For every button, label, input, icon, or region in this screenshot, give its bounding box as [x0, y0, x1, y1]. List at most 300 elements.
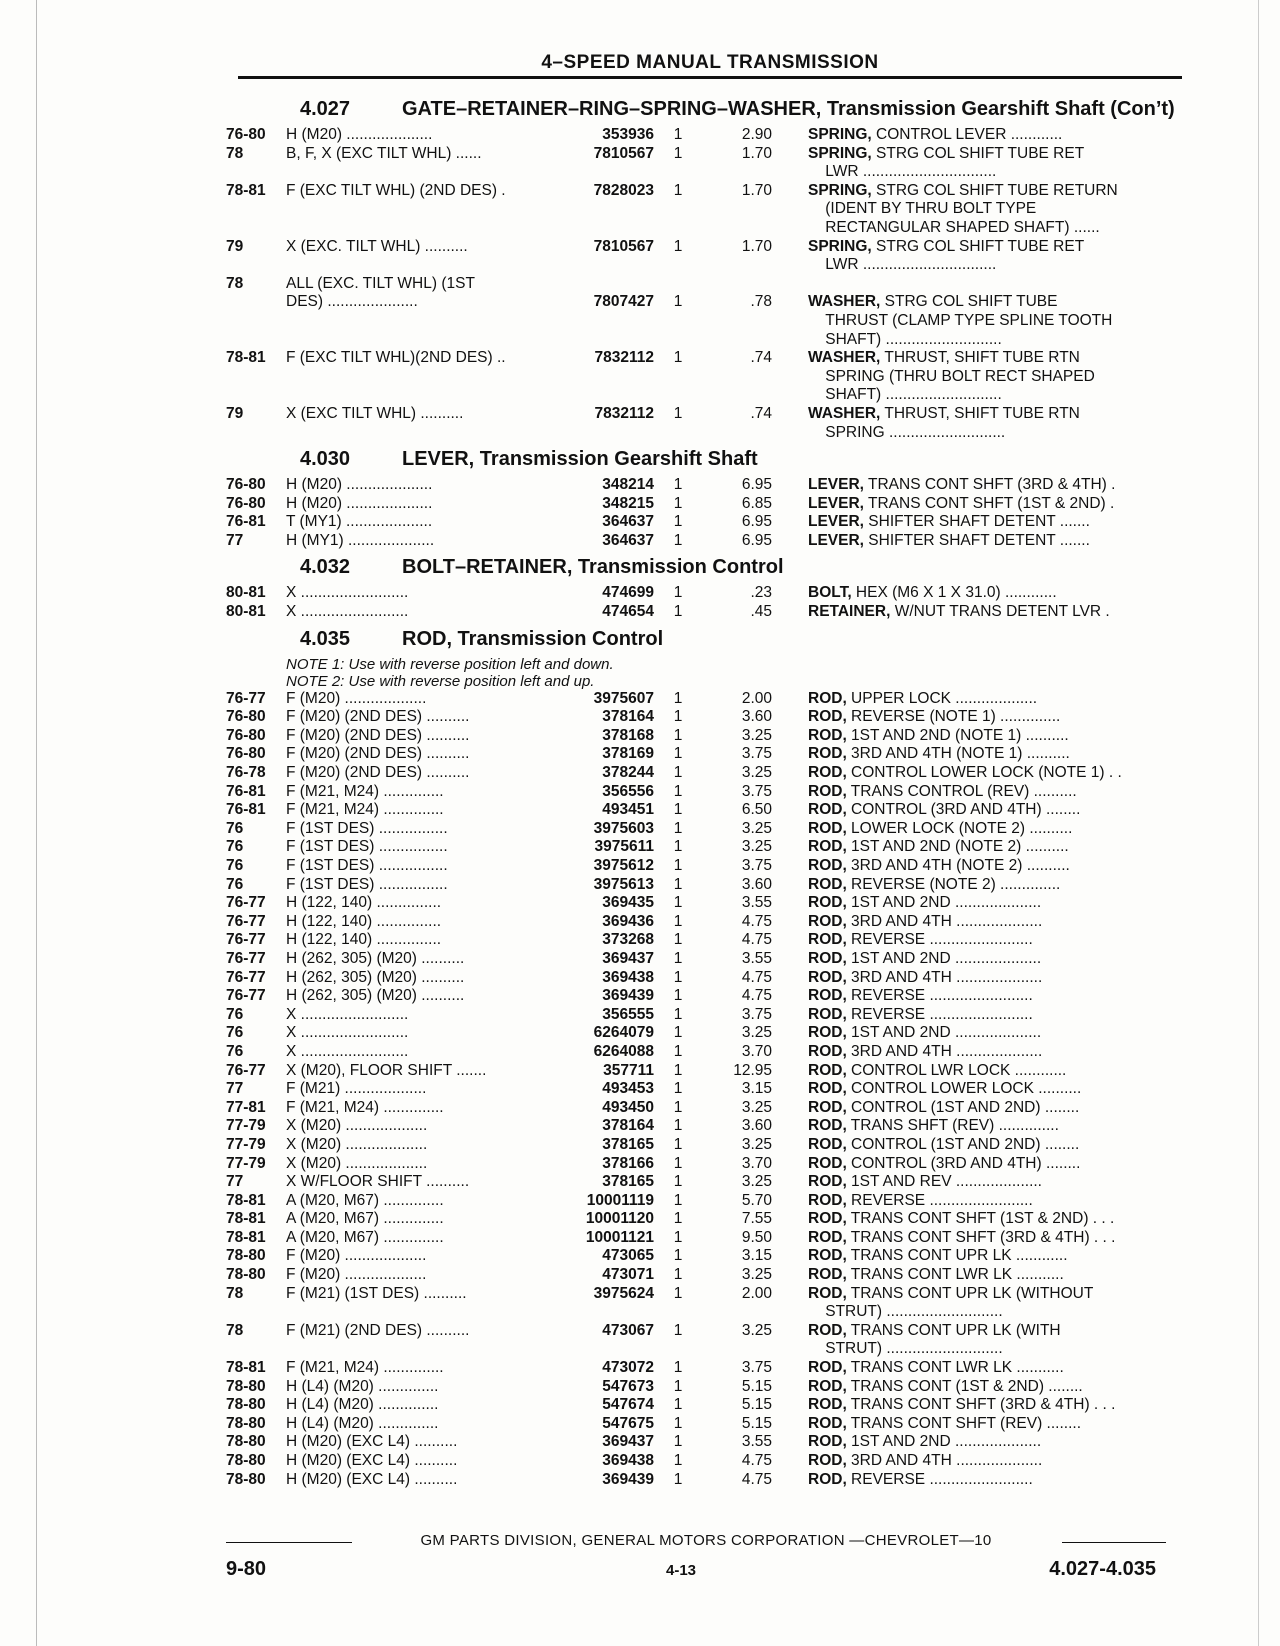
part-number: 7807427	[593, 293, 654, 311]
part-number: 473072	[602, 1359, 654, 1377]
part-row	[226, 145, 1186, 182]
part-row	[226, 532, 1186, 551]
parts-listing	[226, 92, 1186, 1489]
section-title: BOLT–RETAINER, Transmission Control	[402, 556, 784, 579]
description-noun: ROD,	[808, 819, 847, 837]
description-text: SHIFTER SHAFT DETENT .......	[863, 531, 1090, 549]
application: F (M21) ...................	[286, 1080, 427, 1098]
price: 6.95	[741, 531, 772, 549]
part-row	[226, 1006, 1186, 1025]
application: X (M20), FLOOR SHIFT .......	[286, 1061, 487, 1079]
description	[772, 1117, 1186, 1136]
price: 3.75	[741, 1005, 772, 1023]
price: .78	[750, 293, 772, 311]
part-number: 547673	[602, 1377, 654, 1395]
quantity: 1	[673, 782, 683, 800]
part-number: 348215	[602, 494, 654, 512]
application: F (M20) (2ND DES) ..........	[286, 764, 470, 782]
description-text: CONTROL LOWER LOCK (NOTE 1) . .	[846, 764, 1122, 782]
application: H (M20) (EXC L4) ..........	[286, 1470, 458, 1488]
price: 1.70	[741, 237, 772, 255]
quantity: 1	[673, 949, 683, 967]
part-row	[226, 1210, 1186, 1229]
part-number: 369439	[602, 987, 654, 1005]
description	[772, 1266, 1186, 1285]
model-years: 77-79	[226, 1117, 266, 1135]
part-number: 356555	[602, 1005, 654, 1023]
model-years: 76-81	[226, 782, 266, 800]
description-text: STRG COL SHIFT TUBE RET LWR ...............................	[825, 237, 1085, 274]
footer-date: 9-80	[226, 1558, 267, 1580]
description-noun: WASHER,	[808, 404, 881, 422]
price: 9.50	[741, 1228, 772, 1246]
part-number: 7828023	[593, 181, 654, 199]
description	[772, 275, 1186, 294]
price: 4.75	[741, 931, 772, 949]
part-row	[226, 876, 1186, 895]
quantity: 1	[673, 1154, 683, 1172]
part-number: 378165	[602, 1135, 654, 1153]
quantity: 1	[673, 819, 683, 837]
quantity: 1	[673, 1117, 683, 1135]
description-text: CONTROL (3RD AND 4TH) ........	[846, 801, 1081, 819]
part-row	[226, 745, 1186, 764]
part-number: 3975611	[594, 838, 654, 856]
section-heading	[226, 628, 1186, 650]
part-number: 373268	[602, 931, 654, 949]
price: 3.25	[741, 819, 772, 837]
description	[772, 1229, 1186, 1248]
description-text: STRG COL SHIFT TUBE THRUST (CLAMP TYPE SPLINE TOOTH SHAFT) ...........................	[825, 293, 1113, 348]
quantity: 1	[673, 1005, 683, 1023]
description-text: TRANS CONT LWR LK ...........	[846, 1359, 1064, 1377]
part-number: 3975607	[593, 689, 654, 707]
application: F (M20) (2ND DES) ..........	[286, 745, 470, 763]
description-text: TRANS CONT UPR LK ............	[846, 1247, 1068, 1265]
application: F (M21) (2ND DES) ..........	[286, 1321, 470, 1339]
description	[772, 1359, 1186, 1378]
price: 6.95	[741, 476, 772, 494]
quantity: 1	[673, 1414, 683, 1432]
quantity: 1	[673, 745, 683, 763]
description-noun: ROD,	[808, 689, 847, 707]
description-noun: LEVER,	[808, 476, 864, 494]
part-row	[226, 820, 1186, 839]
description-text: TRANS CONT SHFT (3RD & 4TH) .	[863, 476, 1116, 494]
description	[772, 1471, 1186, 1490]
part-row	[226, 857, 1186, 876]
model-years: 78-80	[226, 1377, 266, 1395]
part-row	[226, 1192, 1186, 1211]
quantity: 1	[673, 237, 683, 255]
description-text: 1ST AND 2ND ....................	[846, 1433, 1042, 1451]
model-years: 77	[226, 1173, 244, 1191]
description-noun: WASHER,	[808, 293, 881, 311]
description-text: 1ST AND 2ND (NOTE 2) ..........	[846, 838, 1069, 856]
price: 6.85	[741, 494, 772, 512]
price: 4.75	[741, 1452, 772, 1469]
model-years: 78-80	[226, 1266, 266, 1284]
model-years: 78-81	[226, 1210, 266, 1228]
model-years: 76-80	[226, 745, 266, 763]
price: 3.15	[741, 1247, 772, 1265]
description-text: TRANS CONT UPR LK (WITH STRUT) ...........................	[825, 1321, 1061, 1358]
section-title: LEVER, Transmission Gearshift Shaft	[402, 448, 758, 471]
application: F (M20) ...................	[286, 1266, 427, 1284]
description	[772, 745, 1186, 764]
application: F (1ST DES) ................	[286, 875, 448, 893]
part-number: 378169	[602, 745, 654, 763]
part-row	[226, 1247, 1186, 1266]
part-number: 6264079	[593, 1024, 654, 1042]
description-noun: ROD,	[808, 1452, 847, 1469]
section-number: 4.030	[300, 448, 351, 471]
application: X (EXC. TILT WHL) ..........	[286, 237, 468, 255]
part-row	[226, 1378, 1186, 1397]
application: H (M20) ....................	[286, 494, 433, 512]
description-noun: SPRING,	[808, 181, 872, 199]
description-text: REVERSE ........................	[846, 1005, 1033, 1023]
description-text: SHIFTER SHAFT DETENT .......	[863, 513, 1090, 531]
quantity: 1	[673, 1024, 683, 1042]
description-text: 1ST AND 2ND ....................	[846, 894, 1042, 912]
model-years: 76-80	[226, 476, 266, 494]
quantity: 1	[673, 1359, 683, 1377]
description-text: TRANS CONT LWR LK ...........	[846, 1266, 1064, 1284]
part-row	[226, 126, 1186, 145]
application: H (L4) (M20) ..............	[286, 1414, 439, 1432]
price: 4.75	[741, 987, 772, 1005]
price: 2.90	[741, 126, 772, 143]
description-text: LOWER LOCK (NOTE 2) ..........	[846, 819, 1073, 837]
description	[772, 1415, 1186, 1434]
part-row	[226, 1099, 1186, 1118]
description-text: STRG COL SHIFT TUBE RETURN (IDENT BY THRU BOLT TYPE RECTANGULAR SHAPED SHAFT) ......	[825, 181, 1118, 236]
model-years: 76-80	[226, 494, 266, 512]
description	[772, 476, 1186, 495]
part-row	[226, 349, 1186, 405]
description	[772, 783, 1186, 802]
description-text: TRANS CONTROL (REV) ..........	[846, 782, 1077, 800]
model-years: 78-80	[226, 1247, 266, 1265]
price: 5.15	[741, 1377, 772, 1395]
part-row	[226, 931, 1186, 950]
quantity: 1	[673, 987, 683, 1005]
application: DES) .....................	[286, 293, 418, 311]
application: H (MY1) ....................	[286, 531, 435, 549]
price: 3.55	[741, 949, 772, 967]
description	[772, 532, 1186, 551]
description	[772, 145, 1186, 182]
model-years: 77-81	[226, 1098, 266, 1116]
description-noun: SPRING,	[808, 126, 872, 143]
part-number: 356556	[602, 782, 654, 800]
model-years: 76-81	[226, 801, 266, 819]
part-number: 378164	[602, 708, 654, 726]
quantity: 1	[673, 1061, 683, 1079]
description-noun: ROD,	[808, 1228, 847, 1246]
description	[772, 1062, 1186, 1081]
part-row	[226, 727, 1186, 746]
quantity: 1	[673, 181, 683, 199]
application: X .........................	[286, 1005, 409, 1023]
part-number: 378165	[602, 1173, 654, 1191]
description-noun: ROD,	[808, 1470, 847, 1488]
description	[772, 931, 1186, 950]
part-row	[226, 950, 1186, 969]
footer-section-range: 4.027-4.035	[1049, 1558, 1156, 1580]
quantity: 1	[673, 1396, 683, 1414]
description	[772, 126, 1186, 145]
scan-edge-right	[1258, 0, 1259, 1646]
application: A (M20, M67) ..............	[286, 1210, 444, 1228]
description	[772, 1378, 1186, 1397]
part-number: 493451	[602, 801, 654, 819]
application: A (M20, M67) ..............	[286, 1228, 444, 1246]
application: F (M20) (2ND DES) ..........	[286, 726, 470, 744]
model-years: 78-80	[226, 1452, 266, 1469]
section-note: NOTE 2: Use with reverse position left and up.	[286, 672, 595, 690]
description	[772, 801, 1186, 820]
quantity: 1	[673, 1228, 683, 1246]
scan-edge-left	[36, 0, 37, 1646]
part-number: 10001121	[585, 1228, 654, 1246]
description-noun: BOLT,	[808, 584, 852, 602]
part-row	[226, 476, 1186, 495]
model-years: 76-77	[226, 968, 266, 986]
section-number: 4.035	[300, 627, 351, 650]
model-years: 78-81	[226, 1359, 266, 1377]
description-text: W/NUT TRANS DETENT LVR .	[890, 603, 1110, 621]
application: H (122, 140) ...............	[286, 912, 442, 930]
price: 6.50	[741, 801, 772, 819]
part-row	[226, 603, 1186, 622]
quantity: 1	[673, 1080, 683, 1098]
model-years: 78-81	[226, 1228, 266, 1246]
description-noun: ROD,	[808, 1173, 847, 1191]
price: 12.95	[733, 1061, 772, 1079]
quantity: 1	[673, 494, 683, 512]
model-years: 78	[226, 1321, 244, 1339]
application: X (M20) ...................	[286, 1135, 428, 1153]
part-row	[226, 764, 1186, 783]
description-text: 3RD AND 4TH (NOTE 2) ..........	[846, 857, 1070, 874]
model-years: 76-77	[226, 689, 266, 707]
section-heading	[226, 448, 1186, 470]
quantity: 1	[673, 1284, 683, 1302]
model-years: 76-77	[226, 931, 266, 949]
application: B, F, X (EXC TILT WHL) ......	[286, 144, 482, 162]
application: X (EXC TILT WHL) ..........	[286, 404, 464, 422]
description-text: TRANS CONT SHFT (REV) ........	[846, 1414, 1081, 1432]
description-noun: ROD,	[808, 894, 847, 912]
page-header-title: 4–SPEED MANUAL TRANSMISSION	[541, 52, 879, 73]
description	[772, 913, 1186, 932]
description	[772, 1136, 1186, 1155]
page-footer	[226, 1532, 1166, 1592]
description	[772, 727, 1186, 746]
quantity: 1	[673, 931, 683, 949]
description	[772, 293, 1186, 349]
model-years: 79	[226, 237, 244, 255]
model-years: 78	[226, 274, 244, 292]
price: 5.70	[741, 1191, 772, 1209]
quantity: 1	[673, 875, 683, 893]
description-noun: ROD,	[808, 1024, 847, 1042]
price: .45	[750, 603, 772, 621]
price: 3.15	[741, 1080, 772, 1098]
description-noun: LEVER,	[808, 513, 864, 531]
application: X .........................	[286, 1042, 409, 1060]
application: X (M20) ...................	[286, 1117, 428, 1135]
description-noun: LEVER,	[808, 531, 864, 549]
price: 2.00	[741, 1284, 772, 1302]
quantity: 1	[673, 144, 683, 162]
part-number: 7810567	[593, 144, 654, 162]
description-noun: ROD,	[808, 857, 847, 874]
description-noun: ROD,	[808, 1191, 847, 1209]
description-text: TRANS CONT (1ST & 2ND) ........	[846, 1377, 1083, 1395]
quantity: 1	[673, 603, 683, 621]
model-years: 77-79	[226, 1154, 266, 1172]
price: 3.25	[741, 726, 772, 744]
part-row	[226, 293, 1186, 349]
description-text: 3RD AND 4TH ....................	[846, 968, 1043, 986]
application: F (M20) ...................	[286, 689, 427, 707]
application: F (EXC TILT WHL)(2ND DES) ..	[286, 349, 506, 367]
quantity	[654, 275, 702, 294]
application: F (M20) (2ND DES) ..........	[286, 708, 470, 726]
model-years: 76-77	[226, 1061, 266, 1079]
price: 3.25	[741, 1173, 772, 1191]
description	[772, 603, 1186, 622]
description-noun: ROD,	[808, 1117, 847, 1135]
description-text: REVERSE ........................	[846, 1191, 1033, 1209]
part-number: 369438	[602, 1452, 654, 1469]
section-number: 4.027	[300, 98, 351, 120]
quantity: 1	[673, 968, 683, 986]
description-noun: ROD,	[808, 987, 847, 1005]
part-row	[226, 1155, 1186, 1174]
quantity: 1	[673, 689, 683, 707]
model-years: 76	[226, 1005, 244, 1023]
part-row	[226, 1229, 1186, 1248]
model-years: 76-80	[226, 708, 266, 726]
part-row	[226, 1433, 1186, 1452]
description	[772, 495, 1186, 514]
price: 3.75	[741, 782, 772, 800]
description-noun: ROD,	[808, 1135, 847, 1153]
application: H (262, 305) (M20) ..........	[286, 968, 465, 986]
price: 3.25	[741, 1024, 772, 1042]
description	[772, 1024, 1186, 1043]
part-row	[226, 182, 1186, 238]
part-number: 353936	[602, 126, 654, 143]
model-years: 78-80	[226, 1414, 266, 1432]
application: F (M21, M24) ..............	[286, 1359, 444, 1377]
description	[772, 857, 1186, 876]
part-row	[226, 838, 1186, 857]
description-text: CONTROL LOWER LOCK ..........	[846, 1080, 1082, 1098]
quantity: 1	[673, 726, 683, 744]
part-number: 7810567	[593, 237, 654, 255]
price: 3.25	[741, 1321, 772, 1339]
description-noun: ROD,	[808, 931, 847, 949]
description-noun: ROD,	[808, 968, 847, 986]
model-years: 77	[226, 1080, 244, 1098]
price: 3.60	[741, 1117, 772, 1135]
part-number: 369436	[602, 912, 654, 930]
description-text: REVERSE ........................	[846, 931, 1033, 949]
application: X W/FLOOR SHIFT ..........	[286, 1173, 470, 1191]
description	[772, 513, 1186, 532]
part-row	[226, 1285, 1186, 1322]
description	[772, 950, 1186, 969]
price: .23	[750, 584, 772, 602]
section-title: ROD, Transmission Control	[402, 627, 664, 650]
quantity: 1	[673, 1098, 683, 1116]
description-text: REVERSE ........................	[846, 987, 1033, 1005]
description-noun: ROD,	[808, 708, 847, 726]
part-number: 369437	[602, 949, 654, 967]
part-row	[226, 1359, 1186, 1378]
part-row	[226, 1173, 1186, 1192]
description	[772, 987, 1186, 1006]
part-number: 3975603	[593, 819, 654, 837]
part-row	[226, 1080, 1186, 1099]
application: H (262, 305) (M20) ..........	[286, 987, 465, 1005]
description-text: CONTROL (1ST AND 2ND) ........	[846, 1135, 1080, 1153]
application: F (M21, M24) ..............	[286, 801, 444, 819]
description	[772, 405, 1186, 442]
application: H (L4) (M20) ..............	[286, 1396, 439, 1414]
description-noun: ROD,	[808, 782, 847, 800]
model-years: 76	[226, 1024, 244, 1042]
description	[772, 1080, 1186, 1099]
part-row	[226, 1396, 1186, 1415]
description	[772, 349, 1186, 405]
description-text: 3RD AND 4TH ....................	[846, 1042, 1043, 1060]
description	[772, 838, 1186, 857]
description-text: TRANS SHFT (REV) ..............	[846, 1117, 1059, 1135]
model-years: 76	[226, 875, 244, 893]
price: 3.55	[741, 894, 772, 912]
part-row	[226, 708, 1186, 727]
quantity: 1	[673, 1433, 683, 1451]
part-number: 473067	[602, 1321, 654, 1339]
section-number: 4.032	[300, 556, 351, 579]
price: 1.70	[741, 181, 772, 199]
quantity: 1	[673, 349, 683, 367]
description-noun: ROD,	[808, 1321, 847, 1339]
quantity: 1	[673, 708, 683, 726]
description-text: 1ST AND 2ND ....................	[846, 949, 1042, 967]
price: 3.75	[741, 745, 772, 763]
model-years: 77	[226, 531, 244, 549]
footer-rule-right	[1062, 1542, 1166, 1543]
description-text: 1ST AND 2ND (NOTE 1) ..........	[846, 726, 1069, 744]
part-row	[226, 513, 1186, 532]
quantity: 1	[673, 764, 683, 782]
part-row	[226, 913, 1186, 932]
price: 3.25	[741, 838, 772, 856]
quantity: 1	[673, 1042, 683, 1060]
description-noun: ROD,	[808, 726, 847, 744]
description-text: UPPER LOCK ...................	[846, 689, 1038, 707]
application: X .........................	[286, 1024, 409, 1042]
model-years: 76-77	[226, 987, 266, 1005]
part-number: 378244	[602, 764, 654, 782]
